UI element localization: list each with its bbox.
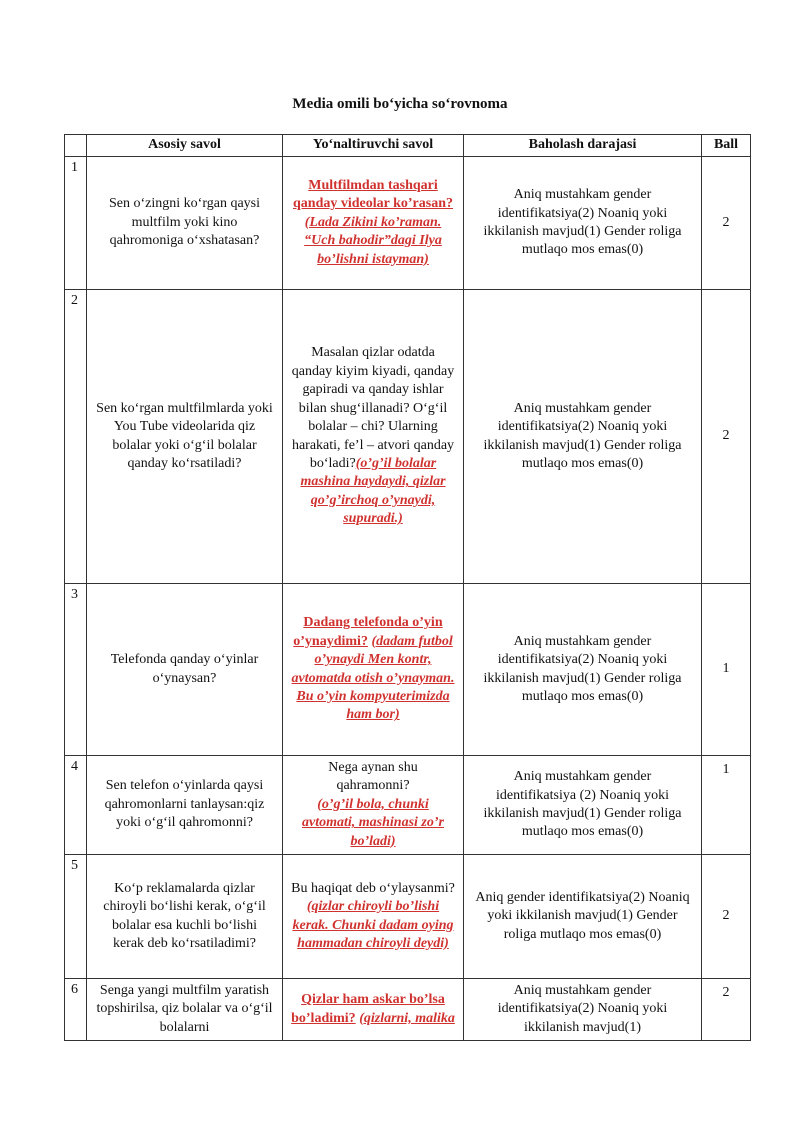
- header-number: [65, 135, 87, 157]
- main-question: Telefonda qanday o‘yinlar o‘ynaysan?: [110, 652, 259, 686]
- main-question-cell: [87, 290, 283, 584]
- ball-cell: 2: [702, 855, 751, 979]
- evaluation-levels: Aniq mustahkam gender identifikatsiya(2) Noaniq yoki ikkilanish mavjud(1) Gender roliga mutlaqo mos emas(0): [483, 633, 682, 704]
- survey-table: [64, 134, 751, 1041]
- ball-cell: 2: [702, 979, 751, 1041]
- evaluation-levels: Aniq mustahkam gender identifikatsiya(2) Noaniq yoki ikkilanish mavjud(1) Gender roliga mutlaqo mos emas(0): [483, 400, 682, 471]
- row-number: 3: [65, 584, 87, 756]
- guiding-question-answer: (Lada Zikini ko’raman. “Uch bahodir”dagi Ilya bo’lishni istayman): [304, 214, 442, 267]
- guiding-question-highlight: Qizlar ham askar bo’lsa bo’ladimi?: [291, 992, 445, 1026]
- guiding-question-cell: [283, 979, 464, 1041]
- guiding-question-answer: (o’g’il bola, chunki avtomati, mashinasi zo’r bo’ladi): [302, 796, 444, 849]
- guiding-question-cell: [283, 584, 464, 756]
- evaluation-levels: Aniq mustahkam gender identifikatsiya(2) Noaniq yoki ikkilanish mavjud(1): [497, 983, 668, 1035]
- main-question: Sen telefon o‘yinlarda qaysi qahromonlarni tanlaysan:qiz yoki o‘g‘il qahromonni?: [104, 778, 265, 831]
- evaluation-levels: Aniq mustahkam gender identifikatsiya(2) Noaniq yoki ikkilanish mavjud(1) Gender roliga mutlaqo mos emas(0): [483, 187, 682, 258]
- header-evaluation-level: Baholash darajasi: [464, 135, 702, 157]
- main-question-cell: [87, 756, 283, 855]
- main-question-cell: [87, 584, 283, 756]
- main-question: Sen ko‘rgan multfilmlarda yoki You Tube videolarida qiz bolalar yoki o‘g‘il bolalar qanday ko‘rsatiladi?: [96, 400, 273, 471]
- ball-cell: 1: [702, 584, 751, 756]
- evaluation-cell: [464, 756, 702, 855]
- guiding-question-cell: [283, 756, 464, 855]
- evaluation-cell: [464, 290, 702, 584]
- guiding-question-cell: [283, 290, 464, 584]
- guiding-question-text: Bu haqiqat deb o‘ylaysanmi?: [291, 880, 455, 896]
- page-title: Media omili bo‘yicha so‘rovnoma: [292, 96, 508, 112]
- evaluation-cell: [464, 979, 702, 1041]
- evaluation-levels: Aniq mustahkam gender identifikatsiya (2) Noaniq yoki ikkilanish mavjud(1) Gender roliga mutlaqo mos emas(0): [483, 769, 682, 840]
- ball-cell: 1: [702, 756, 751, 855]
- row-number: 1: [65, 157, 87, 290]
- main-question-cell: [87, 157, 283, 290]
- main-question: Senga yangi multfilm yaratish topshirilsa, qiz bolalar va o‘g‘il bolalarni: [96, 983, 273, 1035]
- guiding-question-text: Masalan qizlar odatda qanday kiyim kiyadi, qanday gapiradi va qanday ishlar bilan shug‘illanadi? O‘g‘il bolalar – chi? Ularning harakati, fe’l – atvori qanday bo‘ladi?: [291, 345, 455, 471]
- guiding-question-highlight: Multfilmdan tashqari qanday videolar ko’rasan?: [293, 177, 453, 212]
- guiding-question-cell: [283, 157, 464, 290]
- ball-cell: 2: [702, 290, 751, 584]
- table-row: [65, 756, 751, 855]
- header-main-question: Asosiy savol: [87, 135, 283, 157]
- main-question-cell: [87, 979, 283, 1041]
- table-row: [65, 157, 751, 290]
- guiding-question-highlight: Dadang telefonda o’yin o’ynaydimi?: [293, 615, 443, 649]
- row-number: 2: [65, 290, 87, 584]
- table-header-row: [65, 135, 751, 157]
- main-question-cell: [87, 855, 283, 979]
- header-guiding-question: Yo‘naltiruvchi savol: [283, 135, 464, 157]
- row-number: 6: [65, 979, 87, 1041]
- guiding-question-answer: (dadam futbol o’ynaydi Men kontr, avtomatda otish o’ynayman. Bu o’yin kompyuterimizda ham bor): [291, 633, 455, 723]
- main-question: Ko‘p reklamalarda qizlar chiroyli bo‘lishi kerak, o‘g‘il bolalar esa kuchli bo‘lishi kerak deb ko‘rsatiladimi?: [103, 880, 266, 951]
- ball-cell: 2: [702, 157, 751, 290]
- table-row: [65, 584, 751, 756]
- main-question: Sen o‘zingni ko‘rgan qaysi multfilm yoki kino qahromoniga o‘xshatasan?: [109, 196, 260, 249]
- row-number: 5: [65, 855, 87, 979]
- evaluation-cell: [464, 584, 702, 756]
- guiding-question-answer: (qizlar chiroyli bo’lishi kerak. Chunki dadam oying hammadan chiroyli deydi): [292, 899, 454, 951]
- evaluation-cell: [464, 855, 702, 979]
- evaluation-cell: [464, 157, 702, 290]
- guiding-question-answer: (o’g’il bolalar mashina haydaydi, qizlar qo’g’irchoq o’ynaydi, supuradi.): [300, 455, 446, 527]
- table-row: [65, 979, 751, 1041]
- table-row: [65, 855, 751, 979]
- guiding-question-text: Nega aynan shu qahramonni?: [328, 760, 418, 794]
- evaluation-levels: Aniq gender identifikatsiya(2) Noaniq yoki ikkilanish mavjud(1) Gender roliga mutlaqo mos emas(0): [475, 889, 690, 942]
- guiding-question-answer: (qizlarni, malika: [359, 1010, 455, 1026]
- row-number: 4: [65, 756, 87, 855]
- guiding-question-cell: [283, 855, 464, 979]
- header-ball: Ball: [702, 135, 751, 157]
- table-row: [65, 290, 751, 584]
